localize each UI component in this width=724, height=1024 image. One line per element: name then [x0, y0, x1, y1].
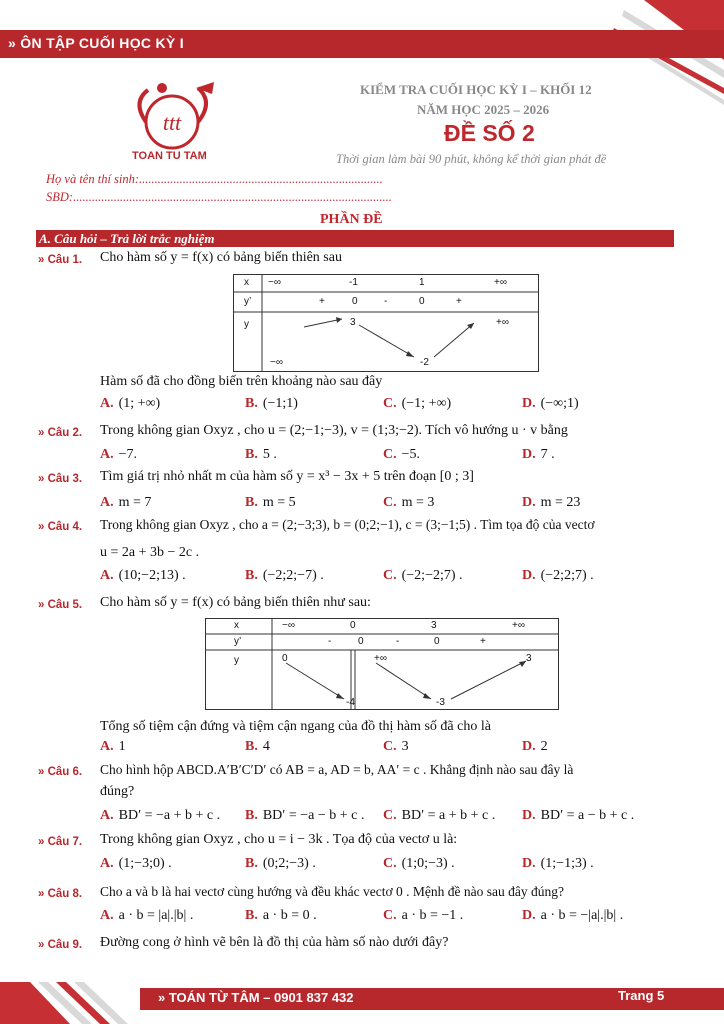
cell: x — [244, 277, 249, 288]
page-number: Trang 5 — [618, 988, 665, 1003]
cell: 3 — [350, 317, 356, 328]
option-c — [383, 739, 409, 755]
footer-contact: » TOÁN TỪ TÂM – 0901 837 432 — [158, 990, 354, 1005]
option-letter: D. — [522, 568, 536, 583]
question-label: » Câu 9. — [38, 939, 83, 951]
option-text: 1 — [118, 739, 126, 754]
option-letter: A. — [100, 396, 114, 411]
cell: -2 — [420, 357, 429, 368]
option-letter: A. — [100, 908, 114, 923]
cell: -1 — [349, 277, 358, 288]
cell: - — [384, 296, 388, 307]
cell: +∞ — [374, 653, 387, 664]
option-d — [522, 908, 623, 924]
question-text: đúng? — [100, 784, 135, 799]
option-a — [100, 856, 172, 872]
question-text: Đường cong ở hình vẽ bên là đồ thị của hàm số nào dưới đây? — [100, 935, 449, 950]
question-label: » Câu 1. — [38, 254, 83, 266]
option-letter: C. — [383, 396, 397, 411]
exam-code: ĐỀ SỐ 2 — [444, 120, 535, 146]
option-c — [383, 495, 434, 511]
section-bar — [36, 230, 674, 247]
cell: y — [244, 319, 249, 330]
option-letter: B. — [245, 396, 258, 411]
option-a — [100, 808, 220, 824]
cell: 1 — [419, 277, 425, 288]
option-letter: C. — [383, 739, 397, 754]
question-text: Cho a và b là hai vectơ cùng hướng và đều khác vectơ 0 . Mệnh đề nào sau đây đúng? — [100, 884, 564, 899]
option-b — [245, 495, 296, 511]
option-text: m = 3 — [401, 495, 435, 510]
option-d — [522, 396, 579, 412]
option-text: BD′ = −a − b + c . — [262, 808, 365, 823]
option-text: (−2;−2;7) . — [401, 568, 463, 583]
option-letter: B. — [245, 447, 258, 462]
option-letter: B. — [245, 739, 258, 754]
option-text: 7 . — [540, 447, 555, 462]
cell: 0 — [419, 296, 425, 307]
cell: −∞ — [268, 277, 281, 288]
question-label: » Câu 3. — [38, 473, 83, 485]
option-c — [383, 808, 495, 824]
option-text: (1;−1;3) . — [540, 856, 594, 871]
cell: + — [319, 296, 325, 307]
option-letter: C. — [383, 908, 397, 923]
cell: +∞ — [494, 277, 507, 288]
table-grid — [206, 619, 558, 709]
sbd-field: SBD:...................................................................................................... — [46, 190, 392, 204]
cell: x — [234, 620, 239, 631]
option-c — [383, 447, 420, 463]
question-label: » Câu 5. — [38, 599, 83, 611]
cell: y’ — [234, 636, 242, 647]
option-letter: D. — [522, 447, 536, 462]
cell: -3 — [436, 697, 445, 708]
question-text: Tổng số tiệm cận đứng và tiệm cận ngang của đồ thị hàm số đã cho là — [100, 719, 491, 734]
cell: 0 — [358, 636, 364, 647]
cell: −∞ — [282, 620, 295, 631]
option-text: −5. — [401, 447, 421, 462]
option-b — [245, 856, 316, 872]
cell: y — [234, 655, 239, 666]
option-text: (10;−2;13) . — [118, 568, 186, 583]
option-text: (−2;2;−7) . — [262, 568, 324, 583]
option-a — [100, 908, 193, 924]
option-letter: A. — [100, 495, 114, 510]
option-c — [383, 908, 463, 924]
question-text: Trong không gian Oxyz , cho a = (2;−3;3), b = (0;2;−1), c = (3;−1;5) . Tìm tọa độ của vectơ — [100, 517, 595, 532]
option-letter: B. — [245, 908, 258, 923]
option-text: (−2;2;7) . — [540, 568, 594, 583]
variation-table-2 — [205, 618, 559, 710]
option-a — [100, 447, 137, 463]
option-text: BD′ = a − b + c . — [540, 808, 635, 823]
exam-time: Thời gian làm bài 90 phút, không kể thời gian phát đề — [336, 152, 607, 166]
option-letter: D. — [522, 856, 536, 871]
option-c — [383, 856, 455, 872]
option-text: (−1;1) — [262, 396, 298, 411]
option-letter: D. — [522, 495, 536, 510]
question-label: » Câu 2. — [38, 427, 83, 439]
cell: 3 — [526, 653, 532, 664]
option-text: 4 — [262, 739, 270, 754]
banner-title: » ÔN TẬP CUỐI HỌC KỲ I — [8, 35, 184, 51]
option-text: 3 — [401, 739, 409, 754]
section-heading: A. Câu hỏi – Trả lời trắc nghiệm — [39, 231, 215, 246]
question-text: Hàm số đã cho đồng biến trên khoảng nào sau đây — [100, 374, 383, 389]
option-d — [522, 808, 634, 824]
option-text: (0;2;−3) . — [262, 856, 316, 871]
part-title: PHẦN ĐỀ — [320, 212, 383, 227]
cell: 0 — [352, 296, 358, 307]
cell: +∞ — [512, 620, 525, 631]
exam-title: KIỂM TRA CUỐI HỌC KỲ I – KHỐI 12 — [360, 82, 592, 97]
cell: +∞ — [496, 317, 509, 328]
option-d — [522, 447, 555, 463]
cell: 0 — [434, 636, 440, 647]
option-text: (−∞;1) — [540, 396, 579, 411]
cell: - — [396, 636, 400, 647]
option-text: m = 23 — [540, 495, 581, 510]
logo-monogram: ttt — [162, 110, 182, 135]
question-label: » Câu 7. — [38, 836, 83, 848]
logo-brand: TOAN TU TAM — [132, 150, 207, 162]
variation-table-1 — [233, 274, 539, 372]
option-b — [245, 908, 317, 924]
school-year: NĂM HỌC 2025 – 2026 — [417, 102, 550, 117]
option-text: a · b = −|a|.|b| . — [540, 908, 624, 923]
option-text: a · b = |a|.|b| . — [118, 908, 194, 923]
option-letter: A. — [100, 447, 114, 462]
option-b — [245, 568, 324, 584]
option-letter: D. — [522, 808, 536, 823]
option-letter: B. — [245, 495, 258, 510]
name-field: Họ và tên thí sinh:.............................................................................. — [46, 172, 383, 186]
option-letter: D. — [522, 908, 536, 923]
question-text: Cho hàm số y = f(x) có bảng biến thiên sau — [100, 250, 342, 265]
option-b — [245, 739, 270, 755]
option-text: (1;−3;0) . — [118, 856, 172, 871]
option-letter: A. — [100, 808, 114, 823]
option-c — [383, 568, 463, 584]
option-letter: C. — [383, 568, 397, 583]
option-text: (1; +∞) — [118, 396, 161, 411]
question-text: Trong không gian Oxyz , cho u = (2;−1;−3), v = (1;3;−2). Tích vô hướng u · v bằng — [100, 423, 568, 438]
option-letter: A. — [100, 856, 114, 871]
option-b — [245, 447, 277, 463]
option-letter: D. — [522, 739, 536, 754]
option-text: m = 5 — [262, 495, 296, 510]
option-letter: C. — [383, 447, 397, 462]
cell: −∞ — [270, 357, 283, 368]
question-text: Cho hình hộp ABCD.A′B′C′D′ có AB = a, AD = b, AA′ = c . Khẳng định nào sau đây là — [100, 762, 574, 777]
option-text: −7. — [118, 447, 138, 462]
option-d — [522, 568, 594, 584]
question-text: Tìm giá trị nhỏ nhất m của hàm số y = x³ − 3x + 5 trên đoạn [0 ; 3] — [100, 469, 474, 484]
option-letter: A. — [100, 568, 114, 583]
cell: 3 — [431, 620, 437, 631]
option-letter: C. — [383, 808, 397, 823]
question-label: » Câu 4. — [38, 521, 83, 533]
option-letter: D. — [522, 396, 536, 411]
option-text: BD′ = −a + b + c . — [118, 808, 221, 823]
question-label: » Câu 6. — [38, 766, 83, 778]
cell: y’ — [244, 296, 252, 307]
cell: + — [456, 296, 462, 307]
cell: 0 — [350, 620, 356, 631]
option-a — [100, 568, 186, 584]
option-text: (1;0;−3) . — [401, 856, 455, 871]
top-banner — [0, 30, 724, 58]
option-letter: B. — [245, 856, 258, 871]
cell: + — [480, 636, 486, 647]
question-text: u = 2a + 3b − 2c . — [100, 545, 200, 560]
cell: 0 — [282, 653, 288, 664]
option-a — [100, 495, 151, 511]
option-letter: A. — [100, 739, 114, 754]
cell: - — [328, 636, 332, 647]
question-text: Trong không gian Oxyz , cho u = i − 3k . Tọa độ của vectơ u là: — [100, 832, 458, 847]
cell: -4 — [346, 697, 355, 708]
option-a — [100, 396, 160, 412]
option-text: a · b = −1 . — [401, 908, 464, 923]
option-c — [383, 396, 451, 412]
option-b — [245, 808, 364, 824]
option-d — [522, 739, 548, 755]
question-label: » Câu 8. — [38, 888, 83, 900]
option-letter: B. — [245, 808, 258, 823]
question-text: Cho hàm số y = f(x) có bảng biến thiên như sau: — [100, 595, 371, 610]
option-text: a · b = 0 . — [262, 908, 317, 923]
option-text: 5 . — [262, 447, 277, 462]
option-a — [100, 739, 126, 755]
option-text: BD′ = a + b + c . — [401, 808, 496, 823]
option-b — [245, 396, 298, 412]
option-text: 2 — [540, 739, 548, 754]
option-letter: C. — [383, 856, 397, 871]
option-text: (−1; +∞) — [401, 396, 452, 411]
option-letter: B. — [245, 568, 258, 583]
option-d — [522, 495, 580, 511]
option-letter: C. — [383, 495, 397, 510]
option-d — [522, 856, 594, 872]
option-text: m = 7 — [118, 495, 152, 510]
